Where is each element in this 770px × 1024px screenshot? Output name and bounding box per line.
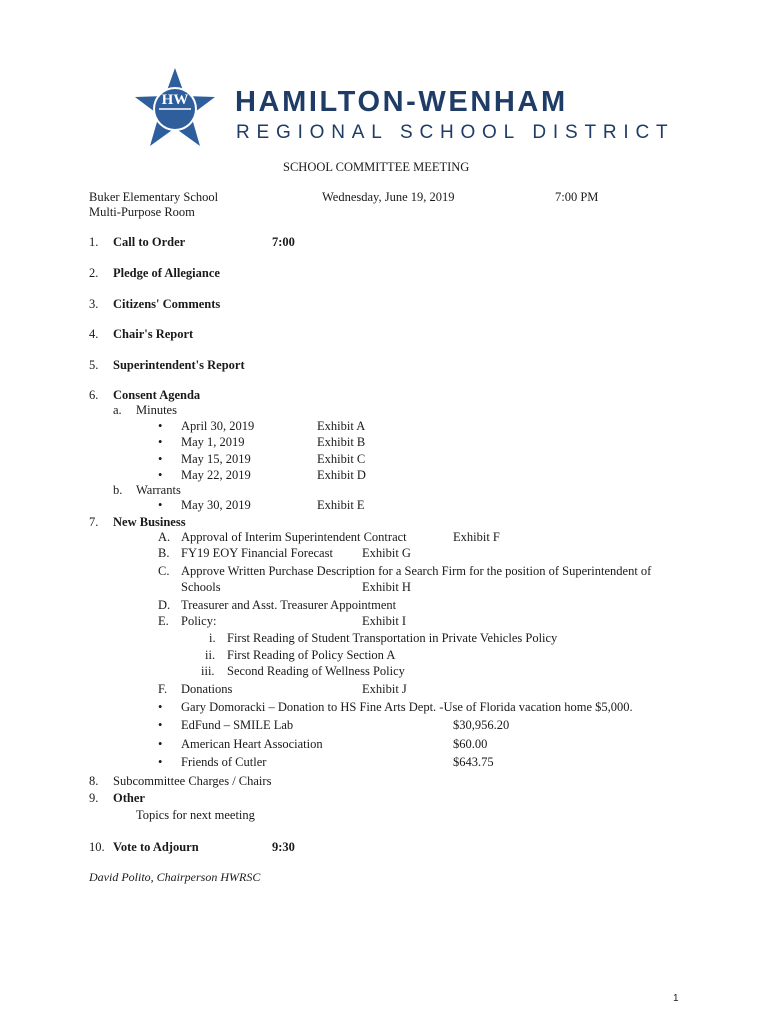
minutes-exhibit: Exhibit B (317, 435, 366, 449)
new-business-exhibit: Exhibit H (362, 580, 411, 594)
item-number: 2. (89, 266, 99, 280)
adjourn-time: 9:30 (272, 840, 295, 854)
policy-item: Second Reading of Wellness Policy (227, 664, 405, 678)
new-business-item: Donations (181, 682, 233, 696)
new-business-item: Policy: (181, 614, 217, 628)
agenda-item-new-business: New Business (113, 515, 186, 529)
sub-letter: A. (158, 530, 171, 544)
item-number: 3. (89, 297, 99, 311)
minutes-exhibit: Exhibit A (317, 419, 366, 433)
minutes-exhibit: Exhibit C (317, 452, 366, 466)
minutes-date: • April 30, 2019 (181, 418, 254, 434)
donation-note: • Gary Domoracki – Donation to HS Fine Arts Dept. -Use of Florida vacation home $5,000. (181, 699, 633, 715)
sub-letter: E. (158, 614, 169, 628)
sub-letter: D. (158, 598, 171, 612)
agenda-item-consent-agenda: Consent Agenda (113, 388, 201, 402)
donation-label: • Friends of Cutler (181, 754, 266, 770)
new-business-exhibit: Exhibit G (362, 546, 411, 560)
new-business-exhibit: Exhibit I (362, 614, 407, 628)
agenda-item-superintendent-report: Superintendent's Report (113, 358, 245, 372)
agenda-item-pledge: Pledge of Allegiance (113, 266, 220, 280)
agenda-item-chairs-report: Chair's Report (113, 327, 194, 341)
item-number: 9. (89, 791, 99, 805)
meeting-location: Buker Elementary School (89, 190, 219, 204)
logo-monogram: HW (161, 92, 189, 108)
sub-item-minutes: Minutes (136, 403, 177, 417)
sub-letter: b. (113, 483, 123, 497)
warrant-exhibit: Exhibit E (317, 498, 365, 512)
donation-label: • American Heart Association (181, 736, 323, 752)
sub-letter: a. (113, 403, 122, 417)
minutes-date: • May 15, 2019 (181, 451, 251, 467)
donation-amount: $60.00 (453, 737, 488, 751)
sub-item-warrants: Warrants (136, 483, 181, 497)
item-number: 4. (89, 327, 99, 341)
minutes-date: • May 1, 2019 (181, 434, 245, 450)
chairperson-signature-line: David Polito, Chairperson HWRSC (89, 870, 261, 884)
policy-numeral: i. (209, 631, 216, 645)
call-to-order-time: 7:00 (272, 235, 295, 249)
item-number: 6. (89, 388, 99, 402)
item-number: 5. (89, 358, 99, 372)
new-business-item: Treasurer and Asst. Treasurer Appointment (181, 598, 397, 612)
sub-letter: F. (158, 682, 168, 696)
new-business-item: FY19 EOY Financial Forecast (181, 546, 333, 560)
new-business-item: Approval of Interim Superintendent Contract (181, 530, 407, 544)
agenda-item-call-to-order: Call to Order (113, 235, 186, 249)
donation-amount: $30,956.20 (453, 718, 510, 732)
agenda-item-adjourn: Vote to Adjourn (113, 840, 199, 854)
policy-numeral: ii. (205, 648, 216, 662)
meeting-time: 7:00 PM (555, 190, 599, 204)
new-business-exhibit: Exhibit J (362, 682, 407, 696)
org-name: HAMILTON-WENHAM (235, 86, 568, 118)
item-number: 1. (89, 235, 99, 249)
donation-label: • EdFund – SMILE Lab (181, 717, 293, 733)
minutes-exhibit: Exhibit D (317, 468, 366, 482)
district-logo (133, 66, 675, 156)
item-number: 7. (89, 515, 99, 529)
sub-letter: B. (158, 546, 170, 560)
new-business-item: Approve Written Purchase Description for a Search Firm for the position of Superintendent of (181, 564, 652, 578)
donation-amount: $643.75 (453, 755, 494, 769)
star-seal-icon (133, 66, 217, 152)
new-business-item-cont: Schools (181, 580, 221, 594)
minutes-date: • May 22, 2019 (181, 467, 251, 483)
new-business-exhibit: Exhibit F (453, 530, 500, 544)
meeting-title: SCHOOL COMMITTEE MEETING (283, 160, 470, 174)
meeting-room: Multi-Purpose Room (89, 205, 195, 219)
item-number: 10. (89, 840, 105, 854)
item-number: 8. (89, 774, 99, 788)
agenda-item-subcommittee: Subcommittee Charges / Chairs (113, 774, 272, 788)
agenda-item-citizens-comments: Citizens' Comments (113, 297, 221, 311)
other-note: Topics for next meeting (136, 808, 255, 822)
meeting-date: Wednesday, June 19, 2019 (322, 190, 455, 204)
policy-numeral: iii. (201, 664, 215, 678)
policy-item: First Reading of Student Transportation in Private Vehicles Policy (227, 631, 558, 645)
org-subtitle: REGIONAL SCHOOL DISTRICT (236, 122, 675, 143)
page-number: 1 (673, 993, 679, 1004)
sub-letter: C. (158, 564, 170, 578)
policy-item: First Reading of Policy Section A (227, 648, 396, 662)
agenda-item-other: Other (113, 791, 145, 805)
warrant-date: • May 30, 2019 (181, 497, 251, 513)
